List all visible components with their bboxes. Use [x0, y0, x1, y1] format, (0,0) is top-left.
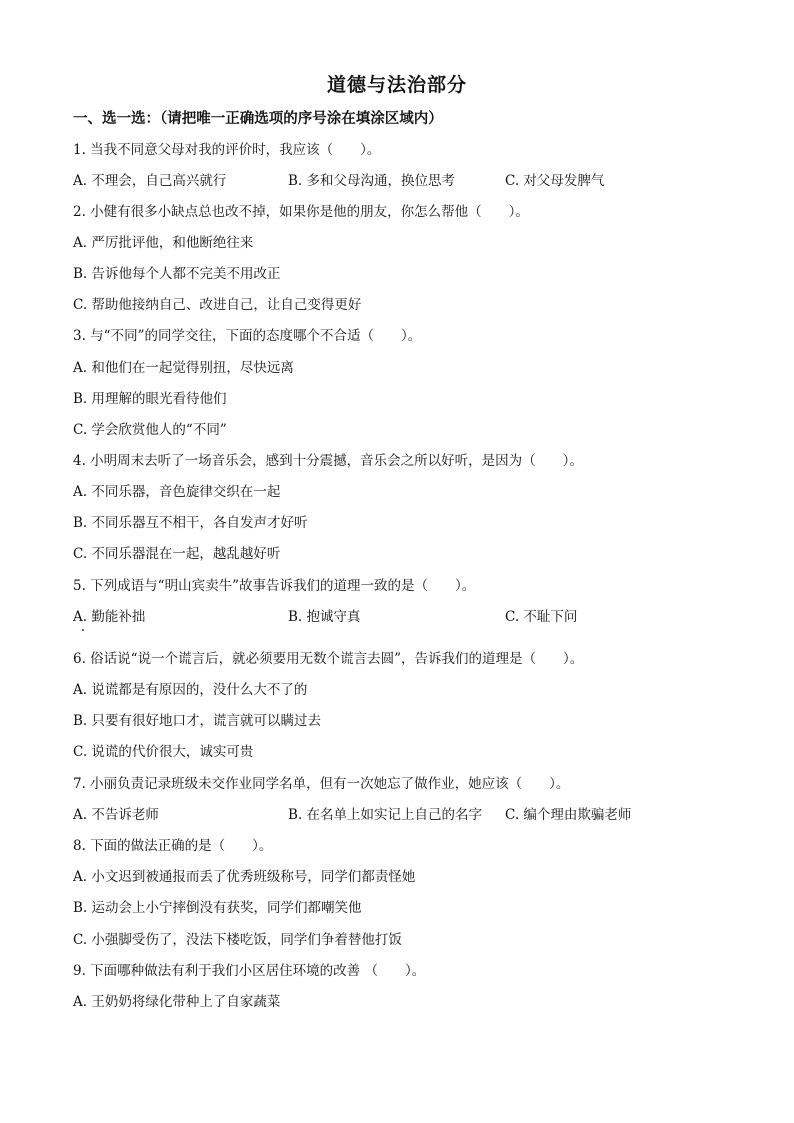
q2-option-b: B. 告诉他每个人都不完美不用改正 [73, 266, 281, 282]
q3-option-a: A. 和他们在一起觉得别扭，尽快远离 [73, 360, 294, 376]
question-stem-4: 4. 小明周末去听了一场音乐会，感到十分震撼，音乐会之所以好听，是因为（ ）。 [73, 453, 583, 469]
question-stem-3: 3. 与“不同”的同学交往，下面的态度哪个不合适（ ）。 [73, 328, 422, 344]
q7-option-b: B. 在名单上如实记上自己的名字 [288, 807, 483, 823]
question-stem-9: 9. 下面哪种做法有利于我们小区居住环境的改善 （ ）。 [73, 963, 426, 979]
q7-option-c: C. 编个理由欺骗老师 [505, 807, 632, 823]
q6-option-c: C. 说谎的代价很大，诚实可贵 [73, 744, 254, 760]
question-stem-1: 1. 当我不同意父母对我的评价时，我应该（ ）。 [73, 142, 381, 158]
q5-option-a: A. 勤能补拙 [73, 609, 146, 625]
question-stem-6: 6. 俗话说“说一个谎言后，就必须要用无数个谎言去圆”，告诉我们的道理是（ ）。 [73, 651, 584, 667]
stray-mark [82, 629, 84, 631]
section-heading: 一、选一选：（请把唯一正确选项的序号涂在填涂区域内） [73, 111, 443, 127]
q3-option-b: B. 用理解的眼光看待他们 [73, 391, 227, 407]
question-stem-7: 7. 小丽负责记录班级未交作业同学名单，但有一次她忘了做作业，她应该（ ）。 [73, 776, 570, 792]
q8-option-a: A. 小文迟到被通报而丢了优秀班级称号，同学们都责怪她 [73, 869, 416, 885]
q3-option-c: C. 学会欣赏他人的“不同” [73, 422, 227, 438]
q9-option-a: A. 王奶奶将绿化带种上了自家蔬菜 [73, 994, 281, 1010]
question-stem-2: 2. 小健有很多小缺点总也改不掉，如果你是他的朋友，你怎么帮他（ ）。 [73, 204, 529, 220]
page-title: 道德与法治部分 [326, 74, 467, 96]
q8-option-b: B. 运动会上小宁摔倒没有获奖，同学们都嘲笑他 [73, 900, 362, 916]
q4-option-c: C. 不同乐器混在一起，越乱越好听 [73, 546, 281, 562]
q7-option-a: A. 不告诉老师 [73, 807, 159, 823]
q6-option-a: A. 说谎都是有原因的，没什么大不了的 [73, 682, 308, 698]
q4-option-b: B. 不同乐器互不相干，各自发声才好听 [73, 515, 308, 531]
q1-option-a: A. 不理会，自己高兴就行 [73, 173, 227, 189]
q4-option-a: A. 不同乐器，音色旋律交织在一起 [73, 484, 281, 500]
q8-option-c: C. 小强脚受伤了，没法下楼吃饭，同学们争着替他打饭 [73, 932, 402, 948]
q1-option-b: B. 多和父母沟通，换位思考 [288, 173, 456, 189]
q5-option-c: C. 不耻下问 [505, 609, 578, 625]
q5-option-b: B. 抱诚守真 [288, 609, 361, 625]
q1-option-c: C. 对父母发脾气 [505, 173, 605, 189]
q2-option-c: C. 帮助他接纳自己、改进自己，让自己变得更好 [73, 297, 362, 313]
q6-option-b: B. 只要有很好地口才，谎言就可以瞒过去 [73, 713, 322, 729]
question-stem-5: 5. 下列成语与“明山宾卖牛”故事告诉我们的道理一致的是（ ）。 [73, 578, 476, 594]
q2-option-a: A. 严厉批评他，和他断绝往来 [73, 235, 254, 251]
question-stem-8: 8. 下面的做法正确的是（ ）。 [73, 838, 273, 854]
